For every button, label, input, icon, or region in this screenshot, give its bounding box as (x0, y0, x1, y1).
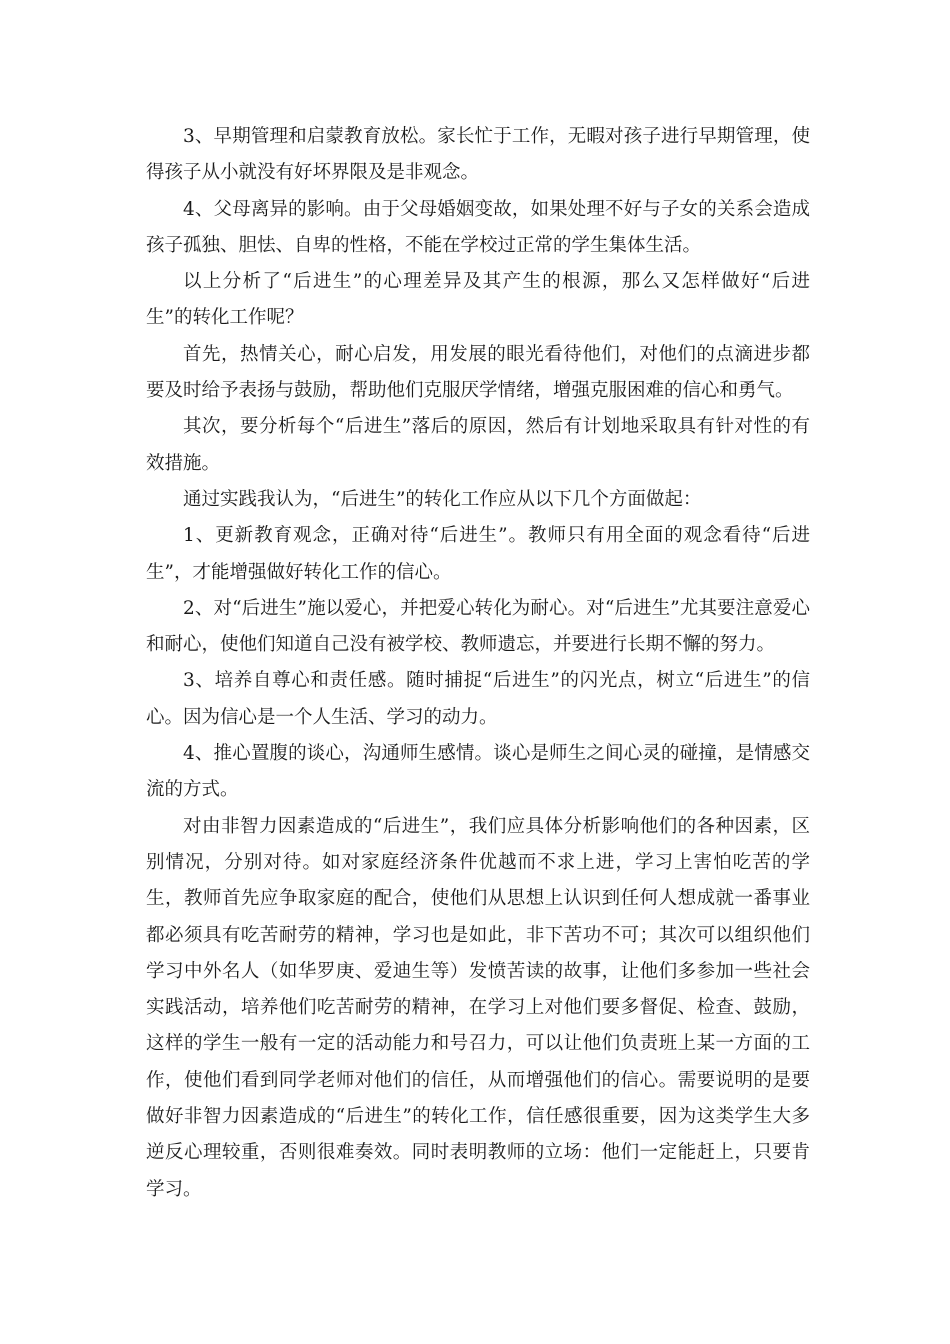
paragraph: 4、父母离异的影响。由于父母婚姻变故，如果处理不好与子女的关系会造成孩子孤独、胆怯、自卑的性格，不能在学校过正常的学生集体生活。 (146, 198, 810, 256)
paragraph: 2、对“后进生”施以爱心，并把爱心转化为耐心。对“后进生”尤其要注意爱心和耐心，使他们知道自己没有被学校、教师遗忘，并要进行长期不懈的努力。 (146, 597, 810, 656)
paragraph: 首先，热情关心，耐心启发，用发展的眼光看待他们，对他们的点滴进步都要及时给予表扬与鼓励，帮助他们克服厌学情绪，增强克服困难的信心和勇气。 (146, 343, 810, 402)
paragraph: 以上分析了“后进生”的心理差异及其产生的根源，那么又怎样做好“后进生”的转化工作呢？ (146, 271, 810, 329)
paragraph: 3、早期管理和启蒙教育放松。家长忙于工作，无暇对孩子进行早期管理，使得孩子从小就没有好坏界限及是非观念。 (146, 126, 810, 184)
paragraph: 其次，要分析每个“后进生”落后的原因，然后有计划地采取具有针对性的有效措施。 (146, 416, 810, 474)
paragraph: 3、培养自尊心和责任感。随时捕捉“后进生”的闪光点，树立“后进生”的信心。因为信心是一个人生活、学习的动力。 (146, 670, 810, 728)
paragraph: 4、推心置腹的谈心，沟通师生感情。谈心是师生之间心灵的碰撞，是情感交流的方式。 (146, 743, 810, 801)
paragraph: 对由非智力因素造成的“后进生”，我们应具体分析影响他们的各种因素，区别情况，分别对待。如对家庭经济条件优越而不求上进，学习上害怕吃苦的学生，教师首先应争取家庭的配合，使他们从思想上认识到任何人想成就一番事业都必须具有吃苦耐劳的精神，学习也是如此，非下苦功不可；其次可以组织他们学习中外名人（如华罗庚、爱迪生等）发愤苦读的故事，让他们多参加一些社会实践活动，培养他们吃苦耐劳的精神，在学习上对他们要多督促、检查、鼓励，这样的学生一般有一定的活动能力和号召力，可以让他们负责班上某一方面的工作，使他们看到同学老师对他们的信任，从而增强他们的信心。需要说明的是要做好非智力因素造成的“后进生”的转化工作，信任感很重要，因为这类学生大多逆反心理较重，否则很难奏效。同时表明教师的立场：他们一定能赶上，只要肯学习。 (146, 815, 810, 1200)
paragraph: 通过实践我认为，“后进生”的转化工作应从以下几个方面做起： (183, 488, 702, 510)
document-body (146, 119, 810, 1208)
paragraph: 1、更新教育观念，正确对待“后进生”。教师只有用全面的观念看待“后进生”，才能增强做好转化工作的信心。 (146, 525, 810, 583)
